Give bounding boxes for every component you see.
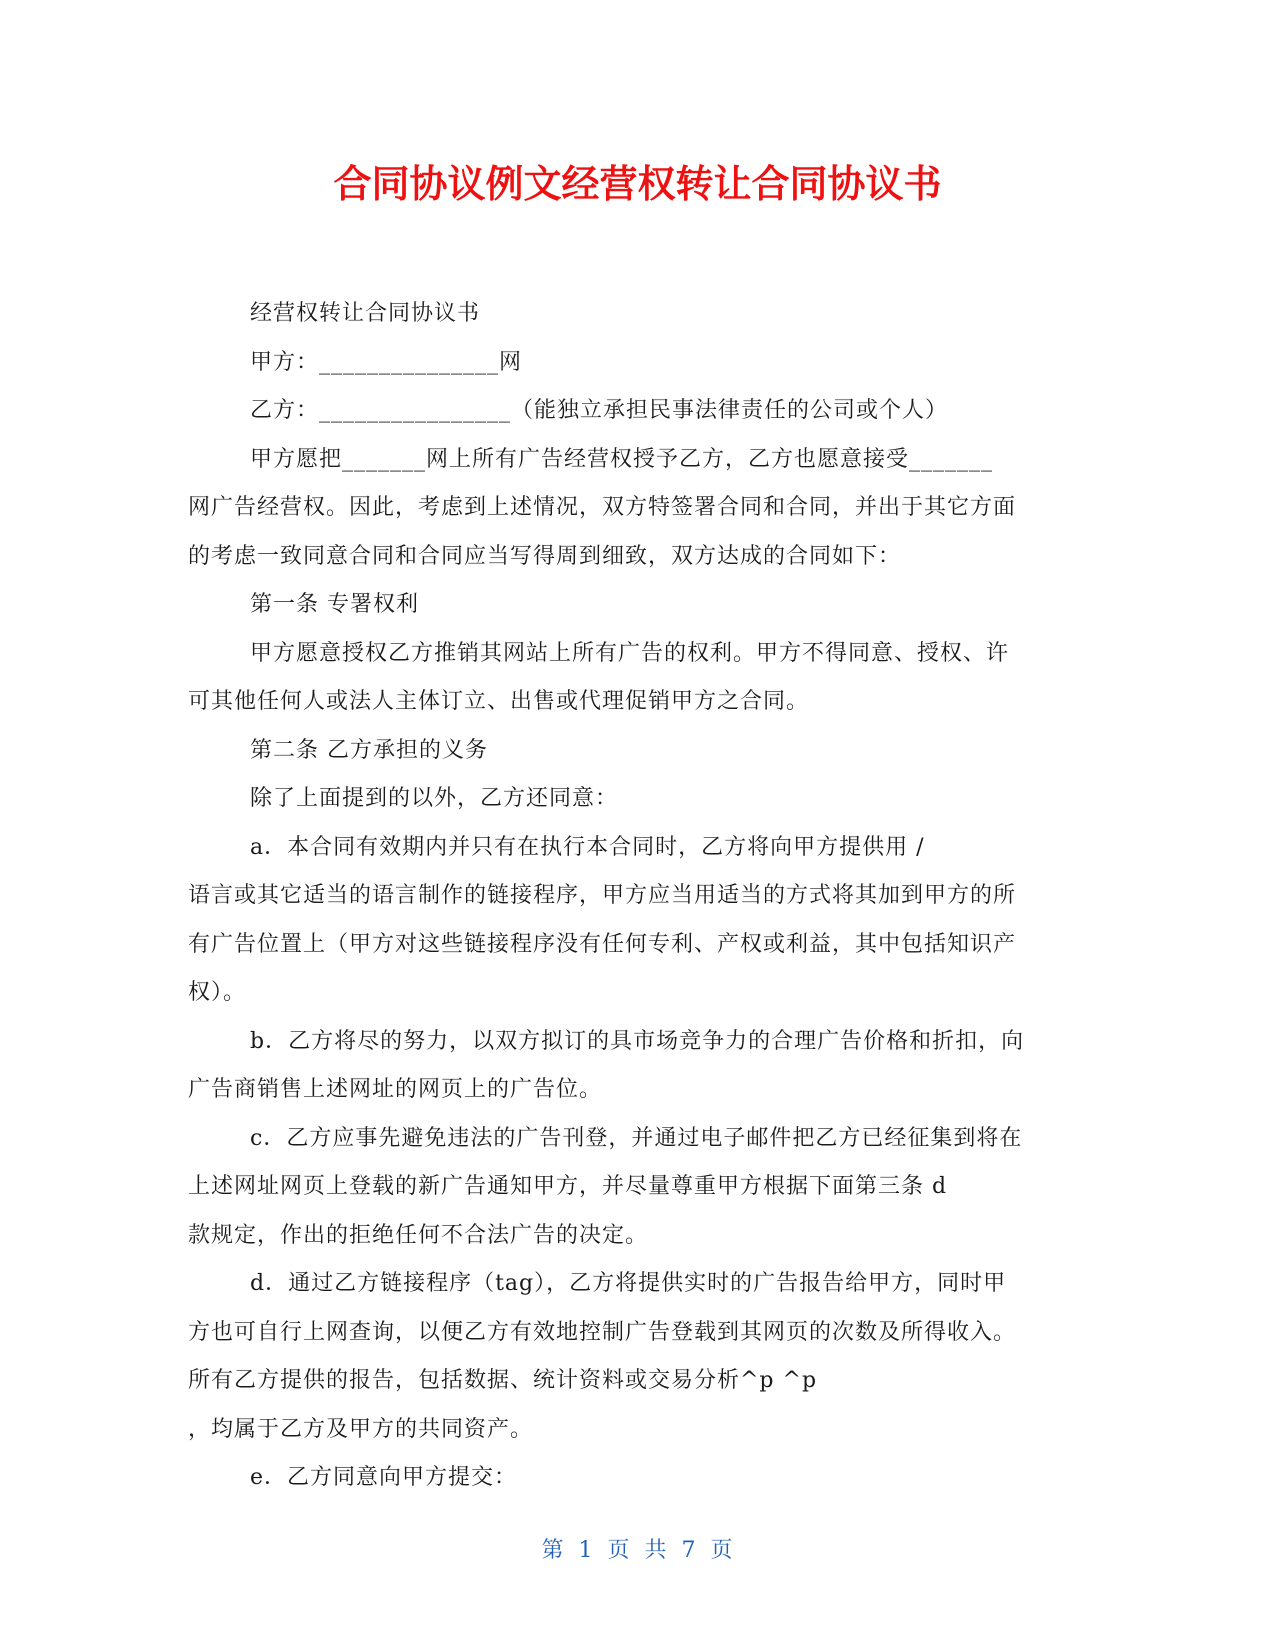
text-line: ，均属于乙方及甲方的共同资产。 [188, 1416, 534, 1442]
text-line: 甲方愿意授权乙方推销其网站上所有广告的权利。甲方不得同意、授权、许 [250, 640, 1010, 666]
clause-line: d．通过乙方链接程序（tag），乙方将提供实时的广告报告给甲方，同时甲 [250, 1271, 1007, 1296]
total-unit: 页 [710, 1538, 734, 1563]
page-unit: 页 [607, 1538, 631, 1563]
text-line: 网广告经营权。因此，考虑到上述情况，双方特签署合同和合同，并出于其它方面 [188, 495, 1017, 520]
text-line: 可其他任何人或法人主体订立、出售或代理促销甲方之合同。 [188, 689, 810, 714]
text-line: 有广告位置上（甲方对这些链接程序没有任何专利、产权或利益，其中包括知识产 [188, 931, 1017, 957]
party-b-line: 乙方：________________（能独立承担民事法律责任的公司或个人） [250, 398, 949, 423]
document-body [188, 290, 1088, 1503]
text-line: 权）。 [188, 980, 247, 1005]
text-line: 的考虑一致同意合同和合同应当写得周到细致，双方达成的合同如下： [188, 543, 902, 569]
paragraph-heading: 经营权转让合同协议书 [250, 301, 481, 326]
party-a-line: 甲方：_______________网 [250, 349, 523, 375]
text-line: 上述网址网页上登载的新广告通知甲方，并尽量尊重甲方根据下面第三条 d [188, 1174, 948, 1199]
clause-line: a．本合同有效期内并只有在执行本合同时，乙方将向甲方提供用 / [250, 834, 925, 860]
page-label: 第 [541, 1538, 565, 1563]
text-line: 除了上面提到的以外，乙方还同意： [250, 786, 619, 811]
article-heading: 第二条 乙方承担的义务 [250, 737, 488, 763]
page-number: 1 [578, 1538, 594, 1563]
text-line: 广告商销售上述网址的网页上的广告位。 [188, 1077, 603, 1102]
document-title: 合同协议例文经营权转让合同协议书 [333, 162, 942, 206]
clause-line: e．乙方同意向甲方提交： [250, 1465, 518, 1490]
article-heading: 第一条 专署权利 [250, 592, 419, 617]
text-line: 方也可自行上网查询，以便乙方有效地控制广告登载到其网页的次数及所得收入。 [188, 1319, 1017, 1345]
clause-line: c．乙方应事先避免违法的广告刊登，并通过电子邮件把乙方已经征集到将在 [250, 1125, 1023, 1151]
total-pages: 7 [681, 1538, 697, 1563]
total-label: 共 [644, 1538, 668, 1563]
clause-line: b．乙方将尽的努力，以双方拟订的具市场竞争力的合理广告价格和折扣，向 [250, 1028, 1025, 1054]
text-line: 款规定，作出的拒绝任何不合法广告的决定。 [188, 1222, 649, 1248]
text-line: 语言或其它适当的语言制作的链接程序，甲方应当用适当的方式将其加到甲方的所 [188, 883, 1017, 908]
text-line: 甲方愿把_______网上所有广告经营权授予乙方，乙方也愿意接受_______ [250, 446, 994, 472]
text-line: 所有乙方提供的报告，包括数据、统计资料或交易分析^p ^p [188, 1368, 818, 1393]
page-footer [0, 1536, 1275, 1566]
